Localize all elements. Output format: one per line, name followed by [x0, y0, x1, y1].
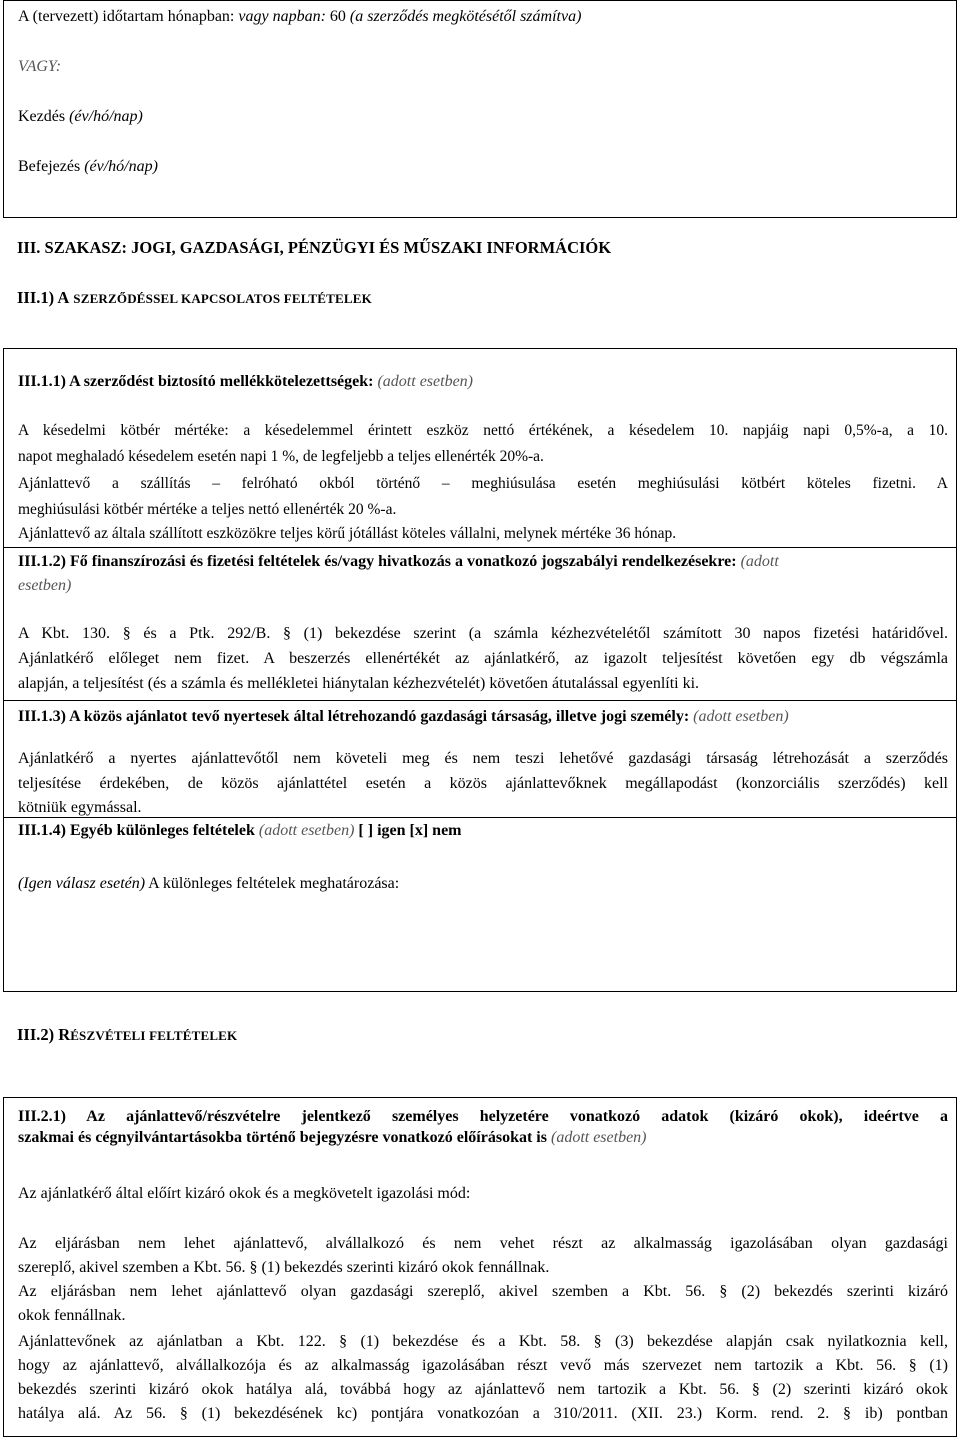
start-label: Kezdés — [18, 108, 70, 125]
exclusion-intro: Az ajánlatkérő által előírt kizáró okok és a megkövetelt igazolási mód: — [18, 1185, 471, 1202]
box-3-1-1-heading — [18, 374, 473, 390]
exclusion-line-7: bekezdés szerinti kizáró okok hatálya alá, továbbá hogy az ajánlattevő nem tartozik a Kbt. 56. § (2) szerinti kizáró okok — [18, 1381, 948, 1398]
exclusion-line-1: Az eljárásban nem lehet ajánlattevő, alvállalkozó és nem vehet részt az alkalmasság igazolásában olyan gazdasági — [18, 1235, 948, 1252]
consortium-line-3: kötniük egymással. — [18, 799, 142, 816]
heading-3-1-1: III.1.1) A szerződést biztosító mellékkötelezettségek: — [18, 373, 374, 390]
section-3-2-number: III.2) R — [17, 1025, 71, 1044]
heading-3-2-1-note: (adott esetben) — [546, 1129, 647, 1146]
answer-italic: (Igen válasz esetén) — [18, 875, 146, 892]
or-label: VAGY: — [18, 58, 62, 75]
end-line — [18, 159, 158, 175]
exclusion-line-6: hogy az ajánlattevő, alvállalkozója és az alkalmasság igazolásában részt vevő más szervezet nem tartozik a Kbt. 56. § (1) — [18, 1357, 948, 1374]
box-3-1-3-heading — [18, 709, 789, 725]
duration-line — [18, 9, 581, 25]
exclusion-line-3: Az eljárásban nem lehet ajánlattevő olyan gazdasági szereplő, akivel szemben a Kbt. 56. § (2) bekezdés szerinti kizáró — [18, 1283, 948, 1300]
duration-italic: vagy napban: — [238, 8, 330, 25]
box-3-2-1 — [3, 1097, 957, 1437]
heading-3-2-1-text: szakmai és cégnyilvántartásokba történő bejegyzésre vonatkozó előírásokat is — [18, 1129, 547, 1146]
penalty-line-1: A késedelmi kötbér mértéke: a késedelemmel érintett eszköz nettó értékének, a késedelem 10. napjáig napi 0,5%-a, a 10. — [18, 422, 948, 439]
heading-3-1-3-note: (adott esetben) — [689, 708, 789, 725]
section-3-1-title: SZERZŐDÉSSEL KAPCSOLATOS FELTÉTELEK — [73, 291, 372, 306]
exclusion-line-8: hatálya alá. Az 56. § (1) bekezdésének kc) pontjára vonatkozóan a 310/2011. (XII. 23.) Korm. rend. 2. § ib) pontban — [18, 1405, 948, 1422]
start-line — [18, 109, 143, 125]
box-3-1-4-heading — [18, 823, 462, 839]
box-3-1-4 — [3, 817, 957, 992]
section-3-1-number: III.1) A — [17, 288, 70, 307]
special-conditions-choices: [ ] igen [x] nem — [354, 822, 462, 839]
heading-3-1-2-note-cont: esetben) — [18, 577, 72, 594]
payment-line-1: A Kbt. 130. § és a Ptk. 292/B. § (1) bekezdése szerint (a számla kézhezvételétől számított 30 napos fizetési határidővel. — [18, 625, 948, 642]
box-3-1-1 — [3, 348, 957, 548]
start-format: (év/hó/nap) — [69, 108, 143, 125]
penalty-line-4: meghiúsulási kötbér mértéke a teljes nettó ellenérték 20 %-a. — [18, 501, 397, 518]
box-3-1-3 — [3, 700, 957, 818]
heading-3-1-3: III.1.3) A közös ajánlatot tevő nyertesek által létrehozandó gazdasági társaság, illetve jogi személy: — [18, 708, 690, 725]
heading-3-1-4: III.1.4) Egyéb különleges feltételek — [18, 822, 255, 839]
section-3-1-heading — [17, 290, 372, 307]
penalty-line-2: napot meghaladó késedelem esetén napi 1 %, de legfeljebb a teljes ellenérték 20%-a. — [18, 448, 544, 465]
heading-3-1-4-note: (adott esetben) — [254, 822, 355, 839]
heading-3-2-1-line-1: III.2.1) Az ajánlattevő/részvételre jelentkező személyes helyzetére vonatkozó adatok (kizáró okok), ideértve a — [18, 1108, 948, 1125]
section-3-2-heading — [17, 1027, 237, 1044]
penalty-line-3: Ajánlattevő a szállítás – felróható okból történő – meghiúsulása esetén meghiúsulási kötbért köteles fizetni. A — [18, 475, 948, 492]
payment-line-2: Ajánlatkérő előleget nem fizet. A beszerzés ellenértékét az ajánlatkérő, az igazolt teljesítést követően egy db végszámla — [18, 650, 948, 667]
special-conditions-answer — [18, 876, 399, 892]
exclusion-line-2: szereplő, akivel szemben a Kbt. 56. § (1) bekezdés szerinti kizáró okok fennállnak. — [18, 1259, 550, 1276]
duration-value: 60 — [329, 8, 346, 25]
heading-3-1-2-note: (adott — [736, 553, 779, 570]
payment-line-3: alapján, a teljesítést (és a számla és mellékletei hiánytalan kézhezvételét) követően átutalással egyenlíti ki. — [18, 675, 700, 692]
exclusion-line-4: okok fennállnak. — [18, 1307, 126, 1324]
heading-3-1-2: III.1.2) Fő finanszírozási és fizetési feltételek és/vagy hivatkozás a vonatkozó jogszabályi rendelkezésekre: — [18, 553, 737, 570]
duration-label: A (tervezett) időtartam hónapban: — [18, 8, 239, 25]
duration-box — [3, 0, 957, 218]
section-3-2-title: ÉSZVÉTELI FELTÉTELEK — [70, 1028, 238, 1043]
penalty-line-5: Ajánlattevő az általa szállított eszközökre teljes körű jótállást köteles vállalni, melynek mértéke 36 hónap. — [18, 525, 677, 542]
box-3-1-2 — [3, 547, 957, 701]
consortium-line-2: teljesítése érdekében, de közös ajánlattétel esetén a közös ajánlattevőknek megállapodást (konzorciális szerződés) kell — [18, 775, 948, 792]
heading-3-2-1-line-2 — [18, 1130, 647, 1146]
heading-3-1-1-note: (adott esetben) — [373, 373, 473, 390]
exclusion-line-5: Ajánlattevőnek az ajánlatban a Kbt. 122. § (1) bekezdése és a Kbt. 58. § (3) bekezdése alapján csak nyilatkoznia kell, — [18, 1333, 948, 1350]
box-3-1-2-heading — [18, 554, 779, 570]
consortium-line-1: Ajánlatkérő a nyertes ajánlattevőtől nem követeli meg és nem teszi lehetővé gazdasági társaság létrehozását a szerződés — [18, 750, 948, 767]
end-label: Befejezés — [18, 158, 85, 175]
answer-text: A különleges feltételek meghatározása: — [145, 875, 400, 892]
duration-note: (a szerződés megkötésétől számítva) — [345, 8, 582, 25]
end-format: (év/hó/nap) — [84, 158, 158, 175]
section-3-heading: III. SZAKASZ: JOGI, GAZDASÁGI, PÉNZÜGYI ÉS MŰSZAKI INFORMÁCIÓK — [17, 238, 612, 257]
